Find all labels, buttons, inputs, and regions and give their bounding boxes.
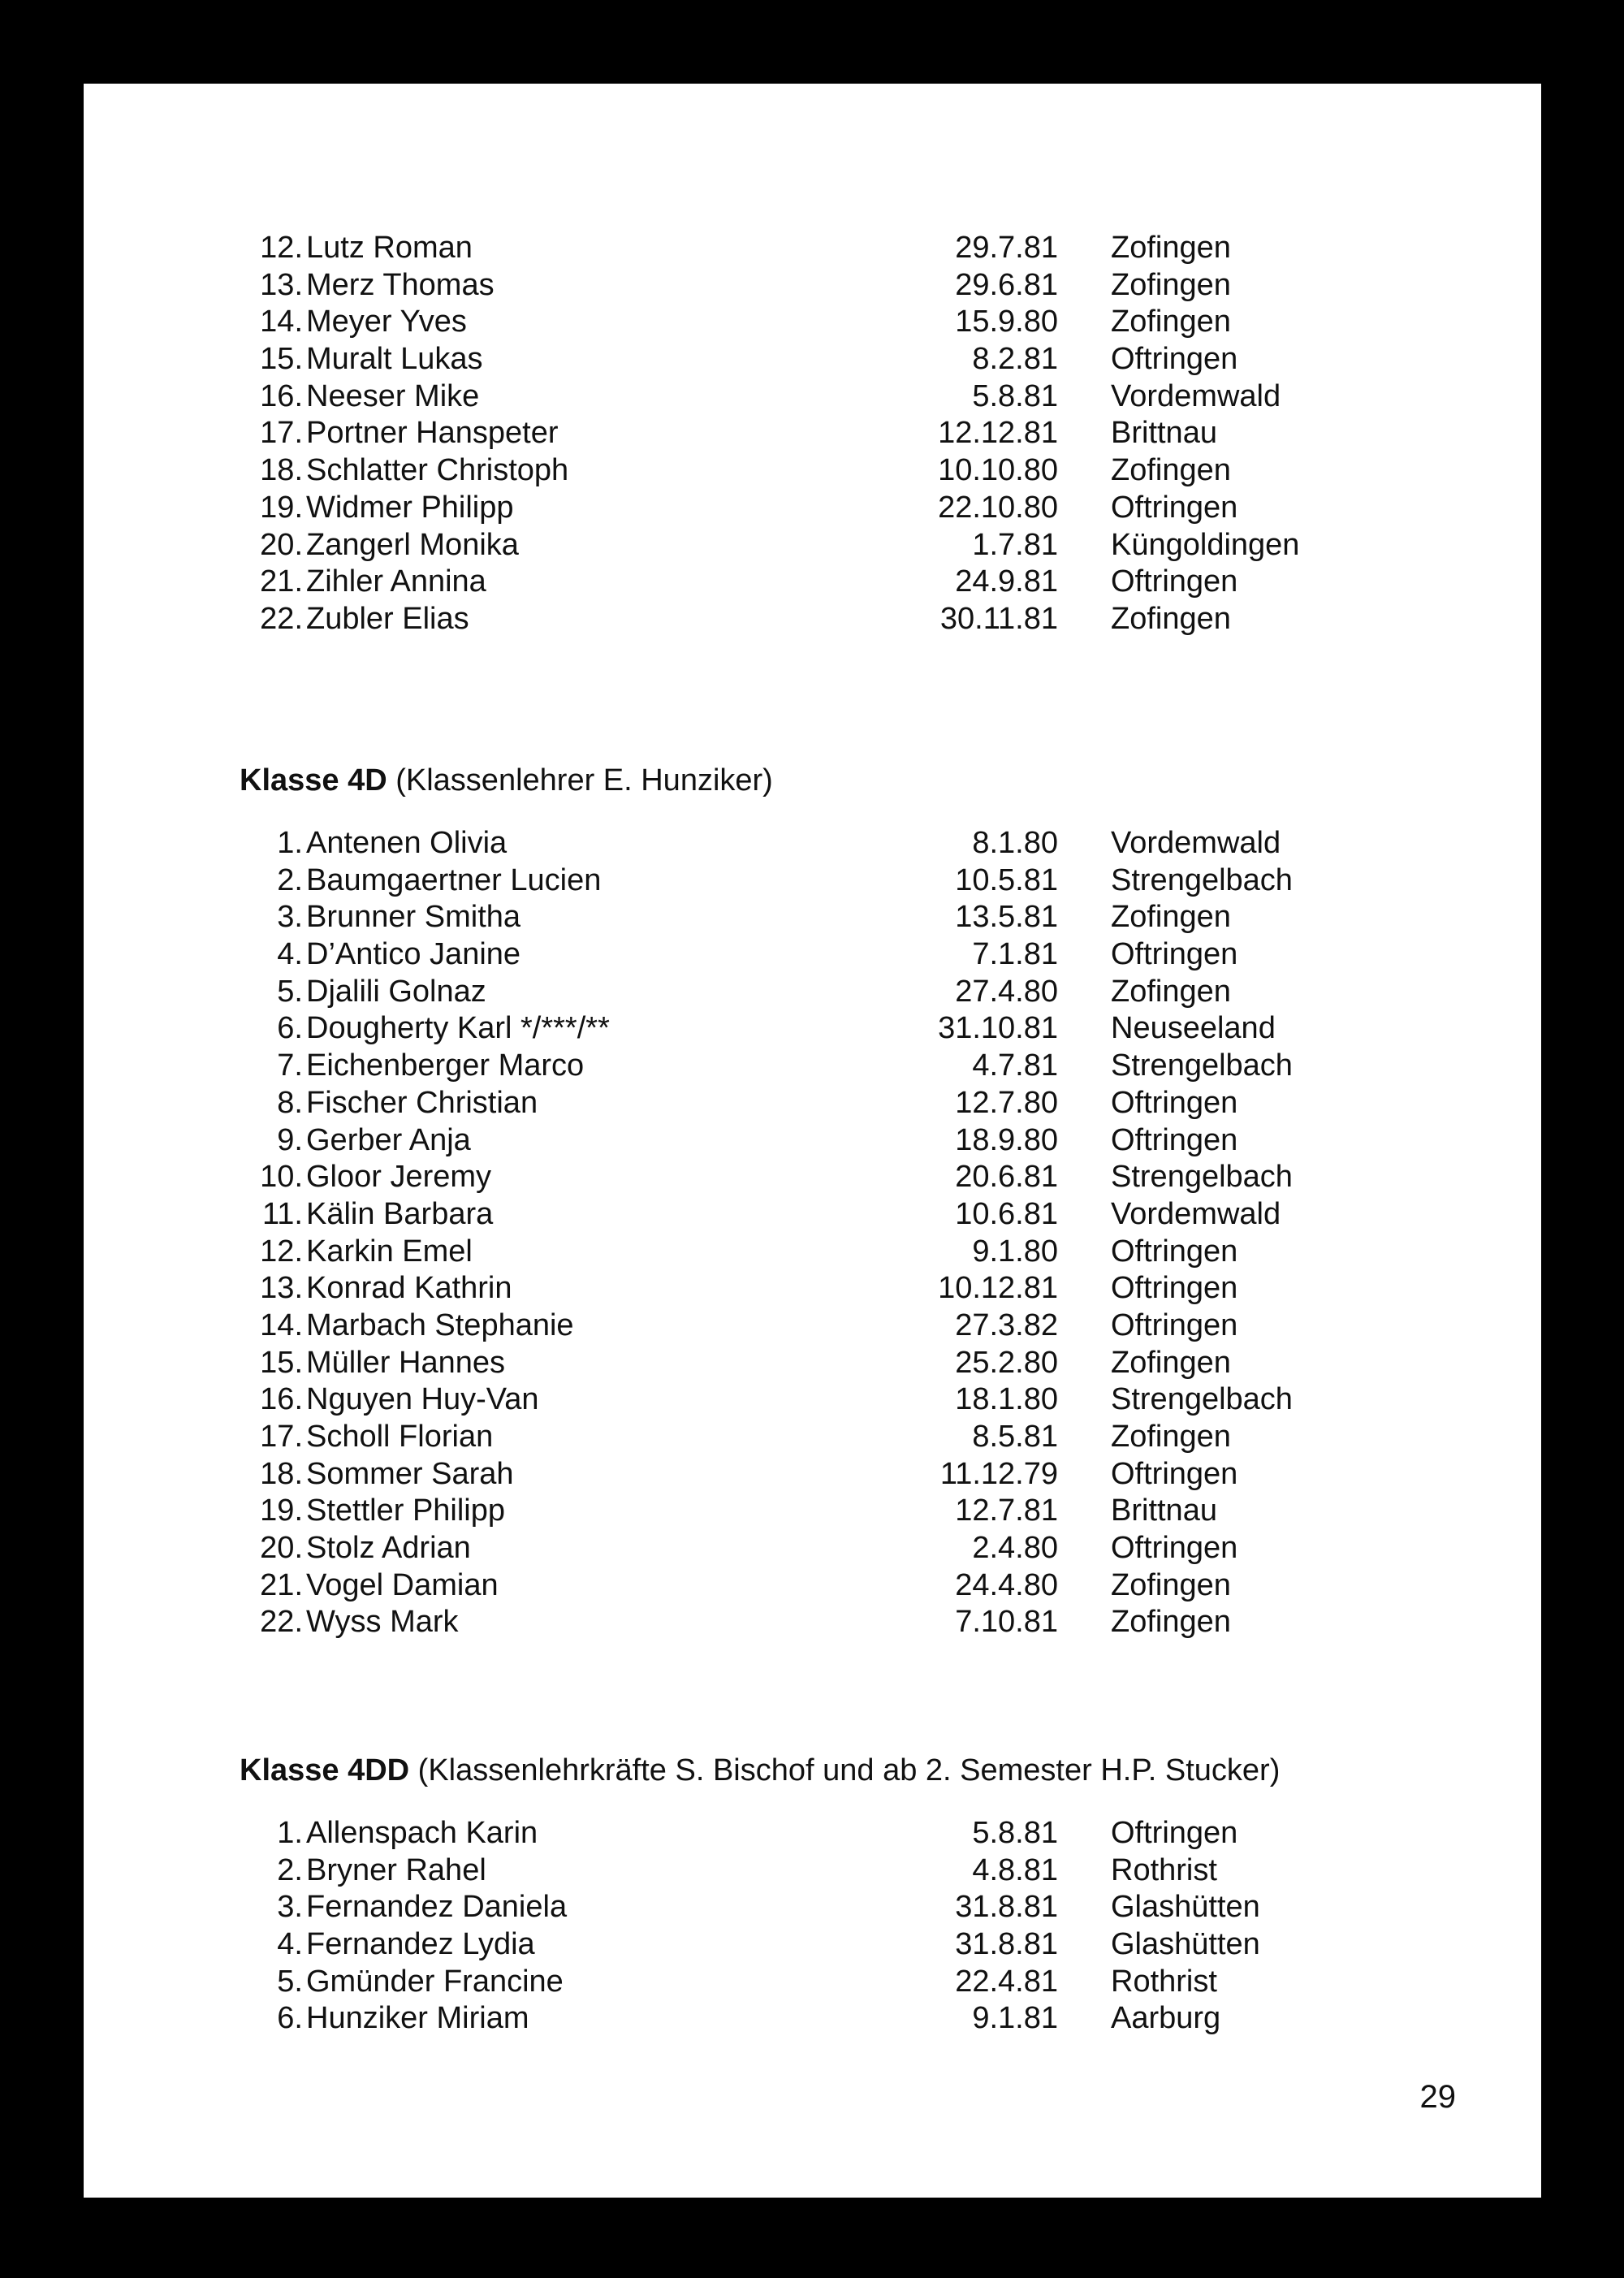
student-name: Bryner Rahel xyxy=(306,1852,486,1887)
student-number: 6. xyxy=(277,1011,303,1046)
birth-date: 1.7.81 xyxy=(972,527,1058,562)
student-number: 19. xyxy=(260,490,303,525)
home-town: Oftringen xyxy=(1111,1122,1238,1157)
student-name: Gmünder Francine xyxy=(306,1964,564,1999)
student-name: Baumgaertner Lucien xyxy=(306,862,602,897)
birth-date: 12.12.81 xyxy=(938,416,1058,451)
student-row xyxy=(84,1419,1541,1456)
student-name: Gerber Anja xyxy=(306,1122,471,1157)
student-row xyxy=(84,1159,1541,1196)
student-row xyxy=(84,1815,1541,1852)
student-row xyxy=(84,1085,1541,1122)
birth-date: 7.10.81 xyxy=(955,1605,1058,1640)
home-town: Zofingen xyxy=(1111,453,1231,488)
birth-date: 4.8.81 xyxy=(972,1852,1058,1887)
student-name: Gloor Jeremy xyxy=(306,1160,492,1195)
student-row xyxy=(84,267,1541,305)
student-name: Marbach Stephanie xyxy=(306,1308,574,1342)
student-list xyxy=(84,230,1541,638)
birth-date: 29.7.81 xyxy=(955,231,1058,265)
student-row xyxy=(84,862,1541,900)
birth-date: 31.8.81 xyxy=(955,1927,1058,1962)
home-town: Zofingen xyxy=(1111,1567,1231,1602)
birth-date: 4.7.81 xyxy=(972,1048,1058,1083)
home-town: Zofingen xyxy=(1111,267,1231,302)
home-town: Strengelbach xyxy=(1111,862,1293,897)
student-name: Fischer Christian xyxy=(306,1085,538,1120)
student-number: 11. xyxy=(261,1196,303,1231)
home-town: Zofingen xyxy=(1111,974,1231,1009)
student-number: 12. xyxy=(260,1234,303,1269)
student-number: 22. xyxy=(260,601,303,636)
student-name: Antenen Olivia xyxy=(306,826,508,860)
birth-date: 27.4.80 xyxy=(955,974,1058,1009)
student-name: Merz Thomas xyxy=(306,267,495,302)
home-town: Zofingen xyxy=(1111,1345,1231,1380)
student-name: Eichenberger Marco xyxy=(306,1048,585,1083)
home-town: Zofingen xyxy=(1111,1605,1231,1640)
birth-date: 10.5.81 xyxy=(955,862,1058,897)
student-name: Kälin Barbara xyxy=(306,1196,494,1231)
birth-date: 22.10.80 xyxy=(938,490,1058,525)
home-town: Strengelbach xyxy=(1111,1048,1293,1083)
student-number: 22. xyxy=(260,1605,303,1640)
student-number: 18. xyxy=(260,453,303,488)
class-heading xyxy=(240,762,773,799)
birth-date: 9.1.80 xyxy=(972,1234,1058,1269)
student-row xyxy=(84,304,1541,341)
home-town: Vordemwald xyxy=(1111,378,1281,413)
class-heading-teacher: (Klassenlehrkräfte S. Bischof und ab 2. Semester H.P. Stucker) xyxy=(409,1753,1281,1787)
document-page xyxy=(84,84,1541,2198)
student-name: Fernandez Daniela xyxy=(306,1890,568,1925)
student-row xyxy=(84,415,1541,452)
student-name: Dougherty Karl */***/** xyxy=(306,1011,610,1046)
student-row xyxy=(84,1852,1541,1890)
birth-date: 8.1.80 xyxy=(972,826,1058,860)
student-row xyxy=(84,378,1541,416)
class-heading-title: Klasse 4DD xyxy=(240,1753,410,1787)
birth-date: 8.2.81 xyxy=(972,342,1058,377)
student-row xyxy=(84,230,1541,267)
student-row xyxy=(84,1926,1541,1964)
home-town: Rothrist xyxy=(1111,1964,1217,1999)
home-town: Brittnau xyxy=(1111,1493,1217,1528)
student-name: Meyer Yves xyxy=(306,305,467,339)
student-row xyxy=(84,452,1541,490)
student-name: Zihler Annina xyxy=(306,564,486,599)
student-row xyxy=(84,1122,1541,1160)
student-name: Scholl Florian xyxy=(306,1420,494,1454)
student-name: Wyss Mark xyxy=(306,1605,459,1640)
student-number: 10. xyxy=(260,1160,303,1195)
student-number: 16. xyxy=(260,378,303,413)
birth-date: 18.1.80 xyxy=(955,1382,1058,1417)
student-number: 20. xyxy=(260,1531,303,1566)
student-name: Djalili Golnaz xyxy=(306,974,486,1009)
birth-date: 11.12.79 xyxy=(939,1456,1058,1491)
birth-date: 10.12.81 xyxy=(938,1271,1058,1306)
student-number: 16. xyxy=(260,1382,303,1417)
birth-date: 5.8.81 xyxy=(972,378,1058,413)
student-number: 12. xyxy=(260,231,303,265)
birth-date: 22.4.81 xyxy=(955,1964,1058,1999)
student-row xyxy=(84,1530,1541,1567)
student-name: Karkin Emel xyxy=(306,1234,473,1269)
student-number: 13. xyxy=(260,1271,303,1306)
student-number: 15. xyxy=(260,1345,303,1380)
home-town: Oftringen xyxy=(1111,1308,1238,1342)
student-name: Vogel Damian xyxy=(306,1567,499,1602)
student-row xyxy=(84,1048,1541,1085)
home-town: Vordemwald xyxy=(1111,826,1281,860)
student-row xyxy=(84,564,1541,601)
home-town: Oftringen xyxy=(1111,1531,1238,1566)
student-row xyxy=(84,1493,1541,1530)
home-town: Zofingen xyxy=(1111,601,1231,636)
home-town: Oftringen xyxy=(1111,564,1238,599)
birth-date: 10.10.80 xyxy=(938,453,1058,488)
student-name: Widmer Philipp xyxy=(306,490,514,525)
home-town: Zofingen xyxy=(1111,305,1231,339)
student-name: Konrad Kathrin xyxy=(306,1271,512,1306)
birth-date: 7.1.81 xyxy=(972,937,1058,972)
student-row xyxy=(84,1381,1541,1419)
student-number: 18. xyxy=(260,1456,303,1491)
student-number: 4. xyxy=(277,937,303,972)
student-number: 13. xyxy=(260,267,303,302)
student-row xyxy=(84,527,1541,564)
student-row xyxy=(84,825,1541,862)
home-town: Zofingen xyxy=(1111,1420,1231,1454)
student-number: 21. xyxy=(260,564,303,599)
student-row xyxy=(84,1308,1541,1345)
home-town: Oftringen xyxy=(1111,1271,1238,1306)
home-town: Brittnau xyxy=(1111,416,1217,451)
birth-date: 8.5.81 xyxy=(972,1420,1058,1454)
home-town: Zofingen xyxy=(1111,231,1231,265)
student-row xyxy=(84,936,1541,974)
student-number: 20. xyxy=(260,527,303,562)
student-number: 7. xyxy=(277,1048,303,1083)
student-name: Neeser Mike xyxy=(306,378,480,413)
student-name: Sommer Sarah xyxy=(306,1456,514,1491)
birth-date: 12.7.81 xyxy=(955,1493,1058,1528)
home-town: Oftringen xyxy=(1111,1816,1238,1850)
student-number: 21. xyxy=(260,1567,303,1602)
birth-date: 24.9.81 xyxy=(955,564,1058,599)
home-town: Oftringen xyxy=(1111,1234,1238,1269)
student-number: 9. xyxy=(277,1122,303,1157)
student-row xyxy=(84,1345,1541,1382)
class-heading-title: Klasse 4D xyxy=(240,763,387,798)
birth-date: 25.2.80 xyxy=(955,1345,1058,1380)
student-row xyxy=(84,974,1541,1011)
student-name: Muralt Lukas xyxy=(306,342,483,377)
student-row xyxy=(84,1456,1541,1493)
student-number: 2. xyxy=(277,1852,303,1887)
student-number: 3. xyxy=(277,900,303,935)
student-number: 15. xyxy=(260,342,303,377)
home-town: Glashütten xyxy=(1111,1927,1260,1962)
birth-date: 12.7.80 xyxy=(955,1085,1058,1120)
student-number: 5. xyxy=(277,1964,303,1999)
student-number: 6. xyxy=(277,2001,303,2036)
birth-date: 5.8.81 xyxy=(972,1816,1058,1850)
student-name: Allenspach Karin xyxy=(306,1816,538,1850)
home-town: Oftringen xyxy=(1111,1085,1238,1120)
student-row xyxy=(84,1270,1541,1308)
student-name: D’Antico Janine xyxy=(306,937,521,972)
home-town: Küngoldingen xyxy=(1111,527,1300,562)
student-row xyxy=(84,1234,1541,1271)
student-row xyxy=(84,490,1541,527)
class-heading-teacher: (Klassenlehrer E. Hunziker) xyxy=(387,763,773,798)
home-town: Oftringen xyxy=(1111,1456,1238,1491)
birth-date: 30.11.81 xyxy=(939,601,1058,636)
home-town: Vordemwald xyxy=(1111,1196,1281,1231)
student-name: Müller Hannes xyxy=(306,1345,505,1380)
birth-date: 24.4.80 xyxy=(955,1567,1058,1602)
birth-date: 10.6.81 xyxy=(955,1196,1058,1231)
student-number: 2. xyxy=(277,862,303,897)
class-heading xyxy=(240,1752,1280,1789)
birth-date: 27.3.82 xyxy=(955,1308,1058,1342)
student-name: Portner Hanspeter xyxy=(306,416,559,451)
student-row xyxy=(84,899,1541,936)
student-row xyxy=(84,1889,1541,1926)
student-list xyxy=(84,825,1541,1641)
home-town: Oftringen xyxy=(1111,937,1238,972)
birth-date: 20.6.81 xyxy=(955,1160,1058,1195)
home-town: Strengelbach xyxy=(1111,1382,1293,1417)
birth-date: 31.10.81 xyxy=(938,1011,1058,1046)
birth-date: 29.6.81 xyxy=(955,267,1058,302)
birth-date: 2.4.80 xyxy=(972,1531,1058,1566)
student-name: Schlatter Christoph xyxy=(306,453,569,488)
student-number: 17. xyxy=(260,1420,303,1454)
student-row xyxy=(84,1196,1541,1234)
home-town: Zofingen xyxy=(1111,900,1231,935)
student-number: 14. xyxy=(260,305,303,339)
student-row xyxy=(84,1964,1541,2001)
student-row xyxy=(84,1567,1541,1605)
student-row xyxy=(84,2000,1541,2038)
student-name: Stettler Philipp xyxy=(306,1493,506,1528)
student-row xyxy=(84,1010,1541,1048)
student-number: 4. xyxy=(277,1927,303,1962)
student-name: Stolz Adrian xyxy=(306,1531,471,1566)
student-name: Nguyen Huy-Van xyxy=(306,1382,539,1417)
birth-date: 9.1.81 xyxy=(972,2001,1058,2036)
student-number: 17. xyxy=(260,416,303,451)
student-number: 1. xyxy=(277,1816,303,1850)
student-number: 14. xyxy=(260,1308,303,1342)
student-name: Zangerl Monika xyxy=(306,527,519,562)
student-name: Brunner Smitha xyxy=(306,900,521,935)
home-town: Oftringen xyxy=(1111,342,1238,377)
student-number: 8. xyxy=(277,1085,303,1120)
home-town: Rothrist xyxy=(1111,1852,1217,1887)
page-number: 29 xyxy=(1419,2079,1456,2115)
student-number: 3. xyxy=(277,1890,303,1925)
birth-date: 18.9.80 xyxy=(955,1122,1058,1157)
student-row xyxy=(84,1604,1541,1641)
birth-date: 15.9.80 xyxy=(955,305,1058,339)
home-town: Glashütten xyxy=(1111,1890,1260,1925)
student-row xyxy=(84,601,1541,638)
student-list xyxy=(84,1815,1541,2038)
home-town: Strengelbach xyxy=(1111,1160,1293,1195)
student-name: Lutz Roman xyxy=(306,231,473,265)
home-town: Neuseeland xyxy=(1111,1011,1276,1046)
student-name: Zubler Elias xyxy=(306,601,469,636)
student-name: Fernandez Lydia xyxy=(306,1927,535,1962)
student-name: Hunziker Miriam xyxy=(306,2001,529,2036)
birth-date: 31.8.81 xyxy=(955,1890,1058,1925)
student-row xyxy=(84,341,1541,378)
student-number: 5. xyxy=(277,974,303,1009)
student-number: 19. xyxy=(260,1493,303,1528)
student-number: 1. xyxy=(277,826,303,860)
home-town: Oftringen xyxy=(1111,490,1238,525)
birth-date: 13.5.81 xyxy=(955,900,1058,935)
home-town: Aarburg xyxy=(1111,2001,1221,2036)
